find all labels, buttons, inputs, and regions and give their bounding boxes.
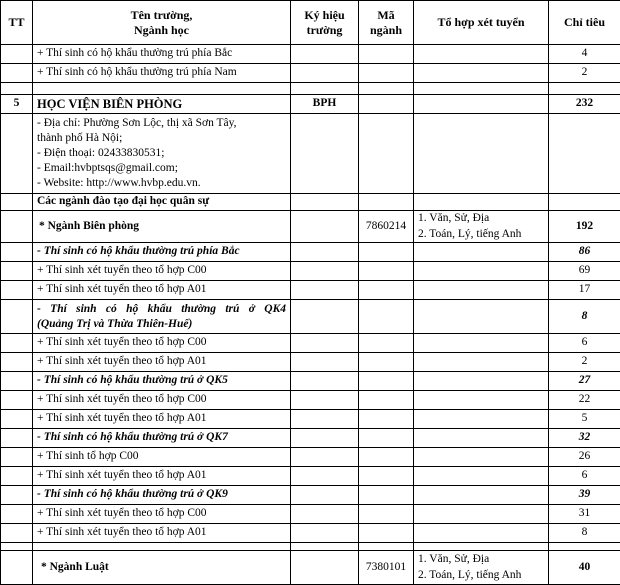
row-quota: 22	[549, 391, 620, 410]
header-combo: Tổ hợp xét tuyển	[414, 1, 549, 45]
row-quota: 5	[549, 410, 620, 429]
header-school-line1: Tên trường,	[131, 8, 193, 22]
school-info-row	[1, 114, 620, 194]
school-email: - Email:hvbptsqs@gmail.com;	[37, 161, 286, 176]
group-row	[1, 429, 620, 448]
group-quota: 39	[549, 486, 620, 505]
header-code	[359, 1, 414, 45]
row-label: + Thí sinh xét tuyển theo tổ hợp C00	[33, 505, 291, 524]
group-quota: 86	[549, 243, 620, 262]
group-title	[33, 300, 291, 334]
row-label: + Thí sinh xét tuyển theo tổ hợp A01	[33, 410, 291, 429]
combo-2: 2. Toán, Lý, tiếng Anh	[418, 568, 544, 584]
group-title: - Thí sinh có hộ khẩu thường trú ở QK9	[33, 486, 291, 505]
table-row	[1, 262, 620, 281]
row-quota: 69	[549, 262, 620, 281]
row-label: + Thí sinh xét tuyển theo tổ hợp C00	[33, 334, 291, 353]
group-row	[1, 243, 620, 262]
row-quota: 6	[549, 467, 620, 486]
row-quota: 2	[549, 64, 620, 83]
school-symbol: BPH	[291, 95, 359, 114]
school-website: - Website: http://www.hvbp.edu.vn.	[37, 176, 286, 191]
group-title: - Thí sinh có hộ khẩu thường trú ở QK7	[33, 429, 291, 448]
section-row	[1, 194, 620, 211]
school-address: - Địa chỉ: Phường Sơn Lộc, thị xã Sơn Tây,	[37, 116, 286, 131]
table-row	[1, 353, 620, 372]
row-quota: 8	[549, 524, 620, 543]
row-quota: 31	[549, 505, 620, 524]
group-title: - Thí sinh có hộ khẩu thường trú ở QK5	[33, 372, 291, 391]
school-info	[33, 114, 291, 194]
major-name: * Ngành Luật	[33, 551, 291, 585]
header-quota: Chỉ tiêu	[549, 1, 620, 45]
header-symbol	[291, 1, 359, 45]
school-address-city: thành phố Hà Nội;	[37, 131, 286, 146]
table-row	[1, 410, 620, 429]
school-phone: - Điện thoại: 02433830531;	[37, 146, 286, 161]
header-tt: TT	[1, 1, 33, 45]
row-label: + Thí sinh tổ hợp C00	[33, 448, 291, 467]
header-school	[33, 1, 291, 45]
group-quota: 32	[549, 429, 620, 448]
group-row	[1, 372, 620, 391]
header-symbol-line1: Ký hiệu	[304, 8, 344, 22]
table-row	[1, 334, 620, 353]
row-label: + Thí sinh có hộ khẩu thường trú phía Bắc	[33, 45, 291, 64]
school-index: 5	[1, 95, 33, 114]
group-title-line1: - Thí sinh có hộ khẩu thường trú ở QK4	[37, 302, 286, 317]
row-label: + Thí sinh xét tuyển theo tổ hợp C00	[33, 262, 291, 281]
school-quota: 232	[549, 95, 620, 114]
combo-1: 1. Văn, Sử, Địa	[418, 211, 544, 227]
major-code: 7380101	[359, 551, 414, 585]
spacer-row	[1, 83, 620, 95]
header-row	[1, 1, 620, 45]
major-code: 7860214	[359, 211, 414, 243]
row-quota: 4	[549, 45, 620, 64]
major-combos	[414, 551, 549, 585]
row-label: + Thí sinh có hộ khẩu thường trú phía Nam	[33, 64, 291, 83]
header-code-line2: ngành	[370, 23, 402, 37]
major-name: * Ngành Biên phòng	[33, 211, 291, 243]
group-row	[1, 300, 620, 334]
table-row	[1, 391, 620, 410]
row-label: + Thí sinh xét tuyển theo tổ hợp A01	[33, 467, 291, 486]
school-name: HỌC VIỆN BIÊN PHÒNG	[33, 95, 291, 114]
table-row	[1, 281, 620, 300]
group-title: - Thí sinh có hộ khẩu thường trú phía Bắc	[33, 243, 291, 262]
group-quota: 8	[549, 300, 620, 334]
major-quota: 192	[549, 211, 620, 243]
table-row	[1, 64, 620, 83]
spacer-row	[1, 543, 620, 551]
section-title: Các ngành đào tạo đại học quân sự	[33, 194, 291, 211]
row-label: + Thí sinh xét tuyển theo tổ hợp C00	[33, 391, 291, 410]
group-row	[1, 486, 620, 505]
row-quota: 26	[549, 448, 620, 467]
table-row	[1, 45, 620, 64]
major-quota: 40	[549, 551, 620, 585]
row-quota: 6	[549, 334, 620, 353]
table-row	[1, 505, 620, 524]
row-quota: 2	[549, 353, 620, 372]
header-symbol-line2: trường	[307, 23, 343, 37]
combo-2: 2. Toán, Lý, tiếng Anh	[418, 227, 544, 243]
row-label: + Thí sinh xét tuyển theo tổ hợp A01	[33, 281, 291, 300]
header-school-line2: Ngành học	[134, 23, 189, 37]
combo-1: 1. Văn, Sử, Địa	[418, 552, 544, 568]
row-quota: 17	[549, 281, 620, 300]
table-row	[1, 524, 620, 543]
group-quota: 27	[549, 372, 620, 391]
group-title-line2: (Quảng Trị và Thừa Thiên-Huế)	[37, 317, 286, 332]
row-label: + Thí sinh xét tuyển theo tổ hợp A01	[33, 524, 291, 543]
header-code-line1: Mã	[377, 8, 394, 22]
row-label: + Thí sinh xét tuyển theo tổ hợp A01	[33, 353, 291, 372]
school-row	[1, 95, 620, 114]
table-row	[1, 448, 620, 467]
table-row	[1, 467, 620, 486]
major-row	[1, 551, 620, 585]
major-row	[1, 211, 620, 243]
major-combos	[414, 211, 549, 243]
